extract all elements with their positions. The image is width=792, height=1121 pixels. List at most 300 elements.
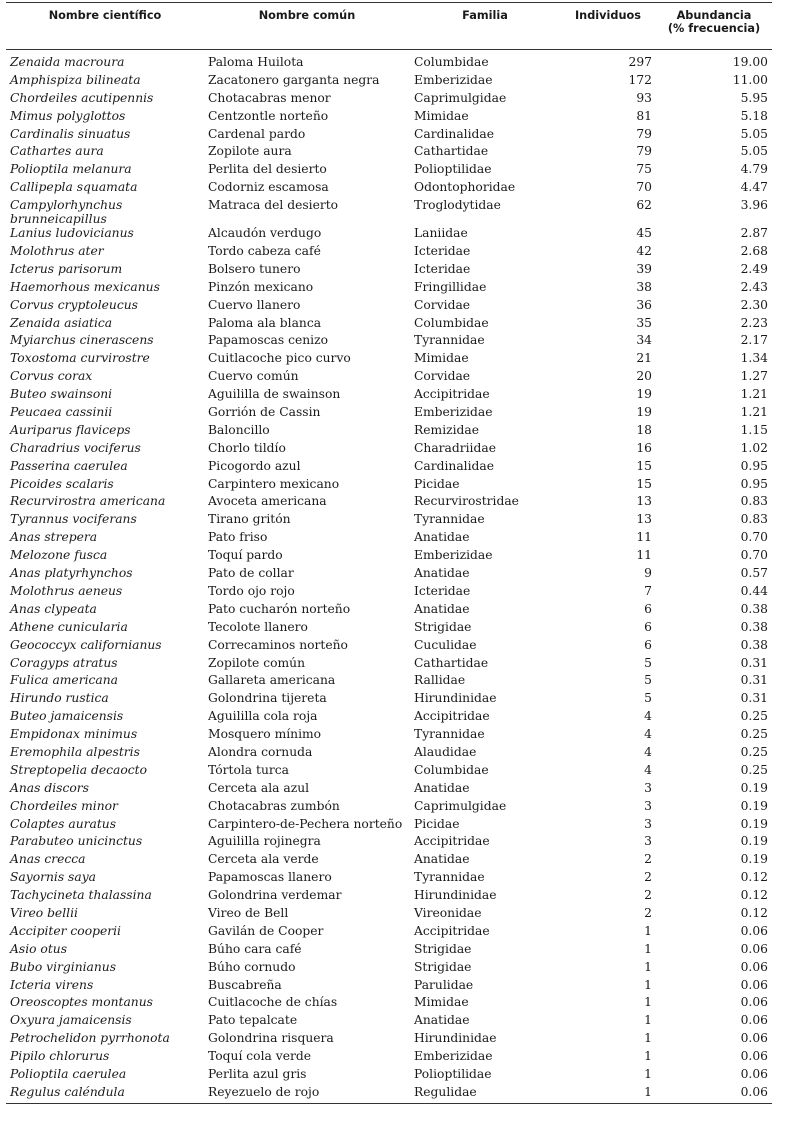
family-cell: Charadriidae [414, 440, 496, 455]
abundance-cell: 2.23 [740, 315, 768, 330]
table-row [6, 709, 772, 727]
individuals-cell: 81 [636, 108, 652, 123]
abundance-cell: 2.30 [740, 297, 768, 312]
common-name-cell: Bolsero tunero [208, 261, 301, 276]
individuals-cell: 93 [636, 90, 652, 105]
family-cell: Recurvirostridae [414, 494, 519, 509]
abundance-cell: 0.95 [740, 458, 768, 473]
family-cell: Emberizidae [414, 1049, 493, 1064]
abundance-cell: 4.47 [740, 180, 768, 195]
common-name-cell: Perlita azul gris [208, 1066, 307, 1081]
individuals-cell: 6 [644, 619, 652, 634]
family-cell: Remizidae [414, 422, 480, 437]
abundance-cell: 0.19 [740, 852, 768, 867]
individuals-cell: 18 [636, 422, 652, 437]
abundance-cell: 0.19 [740, 780, 768, 795]
scientific-name-cell: Bubo virginianus [10, 959, 117, 974]
abundance-cell: 0.19 [740, 798, 768, 813]
table-row [6, 960, 772, 978]
family-cell: Tyrannidae [414, 870, 485, 885]
table-row [6, 180, 772, 198]
header-abundance-title: Abundancia [676, 9, 752, 22]
common-name-cell: Tordo ojo rojo [208, 583, 295, 598]
abundance-cell: 2.17 [740, 333, 768, 348]
family-cell: Strigidae [414, 941, 472, 956]
common-name-cell: Picogordo azul [208, 458, 301, 473]
table-row [6, 548, 772, 566]
family-cell: Regulidae [410, 1085, 560, 1103]
common-name-cell: Codorniz escamosa [208, 180, 329, 195]
family-cell: Cardinalidae [414, 126, 495, 141]
scientific-name-cell: Oreoscoptes montanus [10, 995, 153, 1010]
common-name-cell: Paloma ala blanca [208, 315, 322, 330]
family-cell: Anatidae [414, 601, 470, 616]
scientific-name-cell: Eremophila alpestris [10, 744, 140, 759]
scientific-name-cell: Molothrus ater [10, 244, 104, 259]
family-cell: Cathartidae [414, 144, 489, 159]
table-row [6, 333, 772, 351]
abundance-cell: 0.06 [740, 1066, 768, 1081]
individuals-cell: 2 [644, 888, 652, 903]
individuals-cell: 11 [636, 530, 652, 545]
individuals-cell: 1 [644, 941, 652, 956]
table-row [6, 369, 772, 387]
abundance-cell: 5.05 [740, 144, 768, 159]
header-scientific-name: Nombre científico [6, 3, 204, 50]
abundance-cell: 0.12 [740, 905, 768, 920]
abundance-cell: 0.95 [740, 476, 768, 491]
abundance-cell: 0.25 [740, 744, 768, 759]
table-row [6, 673, 772, 691]
scientific-name-cell: Asio otus [10, 941, 68, 956]
common-name-cell: Golondrina risquera [208, 1031, 334, 1046]
family-cell: Emberizidae [414, 405, 493, 420]
family-cell: Accipitridae [414, 834, 490, 849]
family-cell: Anatidae [414, 566, 470, 581]
common-name-cell: Alondra cornuda [208, 744, 313, 759]
individuals-cell: 7 [644, 583, 652, 598]
common-name-cell: Carpintero-de-Pechera norteño [208, 816, 403, 831]
individuals-cell: 13 [636, 494, 652, 509]
scientific-name-cell: Geococcyx californianus [10, 637, 162, 652]
table-row [6, 226, 772, 244]
table-row [6, 144, 772, 162]
scientific-name-cell: Vireo bellii [10, 905, 78, 920]
family-cell: Caprimulgidae [414, 798, 507, 813]
abundance-cell: 0.25 [740, 709, 768, 724]
individuals-cell: 1 [644, 995, 652, 1010]
individuals-cell: 6 [644, 601, 652, 616]
table-row [6, 298, 772, 316]
table-row [6, 924, 772, 942]
family-cell: Tyrannidae [414, 333, 485, 348]
family-cell: Fringillidae [414, 279, 487, 294]
scientific-name-cell: Callipepla squamata [10, 180, 138, 195]
header-abundance [656, 3, 772, 50]
abundance-cell: 1.21 [740, 405, 768, 420]
individuals-cell: 75 [636, 162, 652, 177]
scientific-name-cell: Coragyps atratus [10, 655, 118, 670]
scientific-name-cell: Campylorhynchus brunneicapillus [10, 198, 123, 227]
table-row [6, 162, 772, 180]
table-row [6, 405, 772, 423]
family-cell: Alaudidae [414, 744, 477, 759]
common-name-cell: Cuervo común [208, 369, 299, 384]
table-body [6, 50, 772, 1104]
family-cell: Tyrannidae [414, 512, 485, 527]
family-cell: Corvidae [414, 369, 471, 384]
common-name-cell: Chotacabras menor [208, 90, 331, 105]
individuals-cell: 39 [636, 261, 652, 276]
table-row [6, 459, 772, 477]
abundance-cell: 0.31 [740, 673, 768, 688]
common-name-cell: Pato de collar [208, 566, 294, 581]
table-row [6, 351, 772, 369]
species-abundance-table [6, 2, 772, 1104]
abundance-cell: 0.57 [740, 566, 768, 581]
common-name-cell: Zopilote aura [208, 144, 292, 159]
individuals-cell: 20 [636, 369, 652, 384]
scientific-name-cell: Peucaea cassinii [10, 405, 113, 420]
table-row [6, 280, 772, 298]
scientific-name-cell: Chordeiles minor [10, 798, 118, 813]
scientific-name-cell: Anas clypeata [10, 601, 97, 616]
common-name-cell: Tórtola turca [208, 762, 290, 777]
scientific-name-cell: Corvus cryptoleucus [10, 297, 138, 312]
table-row [6, 799, 772, 817]
table-row [6, 942, 772, 960]
common-name-cell: Búho cornudo [208, 959, 296, 974]
scientific-name-cell: Oxyura jamaicensis [10, 1013, 132, 1028]
abundance-cell: 1.27 [740, 369, 768, 384]
table-row [6, 1013, 772, 1031]
table-row [6, 530, 772, 548]
common-name-cell: Baloncillo [208, 422, 270, 437]
individuals-cell: 15 [636, 458, 652, 473]
common-name-cell: Paloma Huilota [208, 55, 304, 69]
family-cell: Mimidae [414, 995, 469, 1010]
table-row [6, 888, 772, 906]
individuals-cell: 1 [644, 1066, 652, 1081]
abundance-cell: 0.38 [740, 637, 768, 652]
individuals-cell: 5 [644, 655, 652, 670]
family-cell: Emberizidae [414, 72, 493, 87]
table-header [6, 3, 772, 50]
abundance-cell: 2.43 [740, 279, 768, 294]
individuals-cell: 5 [644, 691, 652, 706]
scientific-name-cell: Buteo swainsoni [10, 387, 113, 402]
scientific-name-cell: Corvus corax [10, 369, 93, 384]
scientific-name-cell: Polioptila melanura [10, 162, 132, 177]
family-cell: Laniidae [414, 226, 468, 241]
family-cell: Anatidae [414, 852, 470, 867]
family-cell: Tyrannidae [414, 727, 485, 742]
scientific-name-cell: Athene cunicularia [10, 619, 128, 634]
common-name-cell: Chorlo tildío [208, 440, 286, 455]
family-cell: Strigidae [414, 619, 472, 634]
family-cell: Cathartidae [414, 655, 489, 670]
abundance-cell: 0.70 [740, 530, 768, 545]
table-row [6, 1049, 772, 1067]
family-cell: Accipitridae [414, 923, 490, 938]
individuals-cell: 1 [644, 959, 652, 974]
individuals-cell: 1 [644, 1049, 652, 1064]
abundance-cell: 0.83 [740, 494, 768, 509]
individuals-cell: 79 [636, 144, 652, 159]
scientific-name-cell: Tachycineta thalassina [10, 888, 152, 903]
family-cell: Polioptilidae [414, 1066, 492, 1081]
family-cell: Accipitridae [414, 387, 490, 402]
table-row [6, 1085, 772, 1103]
family-cell: Cardinalidae [414, 458, 495, 473]
common-name-cell: Papamoscas llanero [208, 870, 332, 885]
individuals-cell: 1 [644, 1031, 652, 1046]
common-name-cell: Mosquero mínimo [208, 727, 322, 742]
common-name-cell: Golondrina tijereta [208, 691, 327, 706]
individuals-cell: 62 [636, 198, 652, 213]
common-name-cell: Golondrina verdemar [208, 888, 342, 903]
individuals-cell: 45 [636, 226, 652, 241]
scientific-name-cell: Anas platyrhynchos [10, 566, 133, 581]
individuals-cell: 297 [628, 55, 652, 69]
scientific-name-cell: Polioptila caerulea [10, 1066, 127, 1081]
abundance-cell: 2.87 [740, 226, 768, 241]
common-name-cell: Gorrión de Cassin [208, 405, 321, 420]
abundance-cell: 0.38 [740, 619, 768, 634]
common-name-cell: Búho cara café [208, 941, 302, 956]
header-family: Familia [410, 3, 560, 50]
individuals-cell: 35 [636, 315, 652, 330]
scientific-name-cell: Auriparus flaviceps [10, 422, 131, 437]
common-name-cell: Avoceta americana [208, 494, 327, 509]
scientific-name-cell: Anas crecca [10, 852, 86, 867]
common-name-cell: Perlita del desierto [208, 162, 327, 177]
table-row [6, 906, 772, 924]
abundance-cell: 0.06 [656, 1085, 772, 1103]
scientific-name-cell: Sayornis saya [10, 870, 96, 885]
scientific-name-cell: Haemorhous mexicanus [10, 279, 160, 294]
individuals-cell: 70 [636, 180, 652, 195]
header-abundance-unit: (% frecuencia) [667, 22, 761, 35]
family-cell: Caprimulgidae [414, 90, 507, 105]
family-cell: Mimidae [414, 351, 469, 366]
table-row [6, 781, 772, 799]
common-name-cell: Gallareta americana [208, 673, 336, 688]
abundance-cell: 1.15 [740, 422, 768, 437]
table-row [6, 73, 772, 91]
family-cell: Icteridae [414, 583, 471, 598]
abundance-cell: 0.19 [740, 816, 768, 831]
individuals-cell: 1 [560, 1085, 656, 1103]
scientific-name-cell: Molothrus aeneus [10, 583, 123, 598]
common-name-cell: Pinzón mexicano [208, 279, 314, 294]
abundance-cell: 0.12 [740, 870, 768, 885]
common-name-cell: Aguililla rojinegra [208, 834, 321, 849]
scientific-name-cell: Recurvirostra americana [10, 494, 166, 509]
scientific-name-cell: Zenaida asiatica [10, 315, 113, 330]
scientific-name-cell: Anas strepera [10, 530, 98, 545]
family-cell: Anatidae [414, 780, 470, 795]
abundance-cell: 19.00 [732, 55, 768, 69]
individuals-cell: 1 [644, 1013, 652, 1028]
abundance-cell: 0.70 [740, 548, 768, 563]
scientific-name-cell: Picoides scalaris [10, 476, 114, 491]
individuals-cell: 3 [644, 798, 652, 813]
scientific-name-cell: Passerina caerulea [10, 458, 128, 473]
individuals-cell: 2 [644, 870, 652, 885]
common-name-cell: Correcaminos norteño [208, 637, 348, 652]
individuals-cell: 21 [636, 351, 652, 366]
abundance-cell: 0.12 [740, 888, 768, 903]
scientific-name-cell: Empidonax minimus [10, 727, 138, 742]
individuals-cell: 11 [636, 548, 652, 563]
family-cell: Anatidae [414, 530, 470, 545]
family-cell: Troglodytidae [414, 198, 501, 213]
individuals-cell: 1 [644, 977, 652, 992]
common-name-cell: Chotacabras zumbón [208, 798, 340, 813]
scientific-name-cell: Cathartes aura [10, 144, 104, 159]
table-row [6, 441, 772, 459]
family-cell: Polioptilidae [414, 162, 492, 177]
table-row [6, 566, 772, 584]
individuals-cell: 5 [644, 673, 652, 688]
abundance-cell: 5.18 [740, 108, 768, 123]
table-row [6, 602, 772, 620]
scientific-name-cell: Streptopelia decaocto [10, 762, 147, 777]
abundance-cell: 0.06 [740, 1049, 768, 1064]
common-name-cell: Aguililla cola roja [208, 709, 318, 724]
common-name-cell: Buscabreña [208, 977, 282, 992]
table-row [6, 91, 772, 109]
abundance-cell: 0.25 [740, 727, 768, 742]
table-row [6, 387, 772, 405]
common-name-cell: Vireo de Bell [208, 905, 289, 920]
table-row [6, 620, 772, 638]
family-cell: Mimidae [414, 108, 469, 123]
table-row [6, 584, 772, 602]
scientific-name-cell: Chordeiles acutipennis [10, 90, 154, 105]
family-cell: Vireonidae [414, 905, 482, 920]
individuals-cell: 16 [636, 440, 652, 455]
common-name-cell: Gavilán de Cooper [208, 923, 324, 938]
header-individuals: Individuos [560, 3, 656, 50]
common-name-cell: Tordo cabeza café [208, 244, 321, 259]
table-row [6, 127, 772, 145]
abundance-cell: 0.19 [740, 834, 768, 849]
scientific-name-cell: Fulica americana [10, 673, 118, 688]
abundance-cell: 0.44 [740, 583, 768, 598]
common-name-cell: Pato friso [208, 530, 268, 545]
individuals-cell: 2 [644, 905, 652, 920]
common-name-cell: Cuitlacoche de chías [208, 995, 338, 1010]
scientific-name-cell: Petrochelidon pyrrhonota [10, 1031, 170, 1046]
family-cell: Odontophoridae [414, 180, 516, 195]
family-cell: Anatidae [414, 1013, 470, 1028]
individuals-cell: 13 [636, 512, 652, 527]
family-cell: Columbidae [414, 315, 489, 330]
abundance-cell: 1.02 [740, 440, 768, 455]
abundance-cell: 3.96 [740, 198, 768, 213]
scientific-name-cell: Amphispiza bilineata [10, 72, 141, 87]
common-name-cell: Zacatonero garganta negra [208, 72, 380, 87]
individuals-cell: 9 [644, 566, 652, 581]
table-row [6, 852, 772, 870]
scientific-name-cell: Regulus caléndula [6, 1085, 204, 1103]
family-cell: Strigidae [414, 959, 472, 974]
individuals-cell: 36 [636, 297, 652, 312]
table-row [6, 817, 772, 835]
table-row [6, 1031, 772, 1049]
common-name-cell: Reyezuelo de rojo [204, 1085, 410, 1103]
table-row [6, 763, 772, 781]
common-name-cell: Toquí cola verde [208, 1049, 311, 1064]
table-row [6, 727, 772, 745]
individuals-cell: 172 [628, 72, 652, 87]
common-name-cell: Cuervo llanero [208, 297, 301, 312]
abundance-cell: 1.21 [740, 387, 768, 402]
table-row [6, 512, 772, 530]
scientific-name-cell: Icteria virens [10, 977, 94, 992]
table-row [6, 198, 772, 226]
common-name-cell: Cerceta ala azul [208, 780, 310, 795]
scientific-name-cell: Mimus polyglottos [10, 108, 126, 123]
scientific-name-cell: Lanius ludovicianus [10, 226, 134, 241]
individuals-cell: 19 [636, 405, 652, 420]
family-cell: Columbidae [414, 762, 489, 777]
table-row [6, 109, 772, 127]
family-cell: Icteridae [414, 244, 471, 259]
family-cell: Accipitridae [414, 709, 490, 724]
scientific-name-cell: Myiarchus cinerascens [10, 333, 154, 348]
individuals-cell: 3 [644, 816, 652, 831]
common-name-cell: Pato tepalcate [208, 1013, 298, 1028]
table-row [6, 1067, 772, 1085]
header-row [6, 3, 772, 50]
individuals-cell: 19 [636, 387, 652, 402]
abundance-cell: 0.06 [740, 1013, 768, 1028]
table-row [6, 691, 772, 709]
table-row [6, 316, 772, 334]
scientific-name-cell: Anas discors [10, 780, 89, 795]
table-row [6, 745, 772, 763]
table-row [6, 995, 772, 1013]
abundance-cell: 0.83 [740, 512, 768, 527]
individuals-cell: 3 [644, 780, 652, 795]
table-row [6, 494, 772, 512]
table-row [6, 870, 772, 888]
scientific-name-cell: Tyrannus vociferans [10, 512, 137, 527]
scientific-name-cell: Buteo jamaicensis [10, 709, 124, 724]
abundance-cell: 0.31 [740, 691, 768, 706]
individuals-cell: 38 [636, 279, 652, 294]
individuals-cell: 34 [636, 333, 652, 348]
scientific-name-cell: Hirundo rustica [10, 691, 109, 706]
table-row [6, 978, 772, 996]
common-name-cell: Zopilote común [208, 655, 306, 670]
scientific-name-cell: Melozone fusca [10, 548, 108, 563]
table-row [6, 244, 772, 262]
common-name-cell: Carpintero mexicano [208, 476, 340, 491]
common-name-cell: Papamoscas cenizo [208, 333, 328, 348]
table-row [6, 656, 772, 674]
scientific-name-cell: Zenaida macroura [10, 55, 125, 69]
table-row [6, 638, 772, 656]
abundance-cell: 0.31 [740, 655, 768, 670]
abundance-cell: 0.25 [740, 762, 768, 777]
common-name-cell: Cerceta ala verde [208, 852, 319, 867]
common-name-cell: Alcaudón verdugo [208, 226, 322, 241]
family-cell: Hirundinidae [414, 691, 497, 706]
